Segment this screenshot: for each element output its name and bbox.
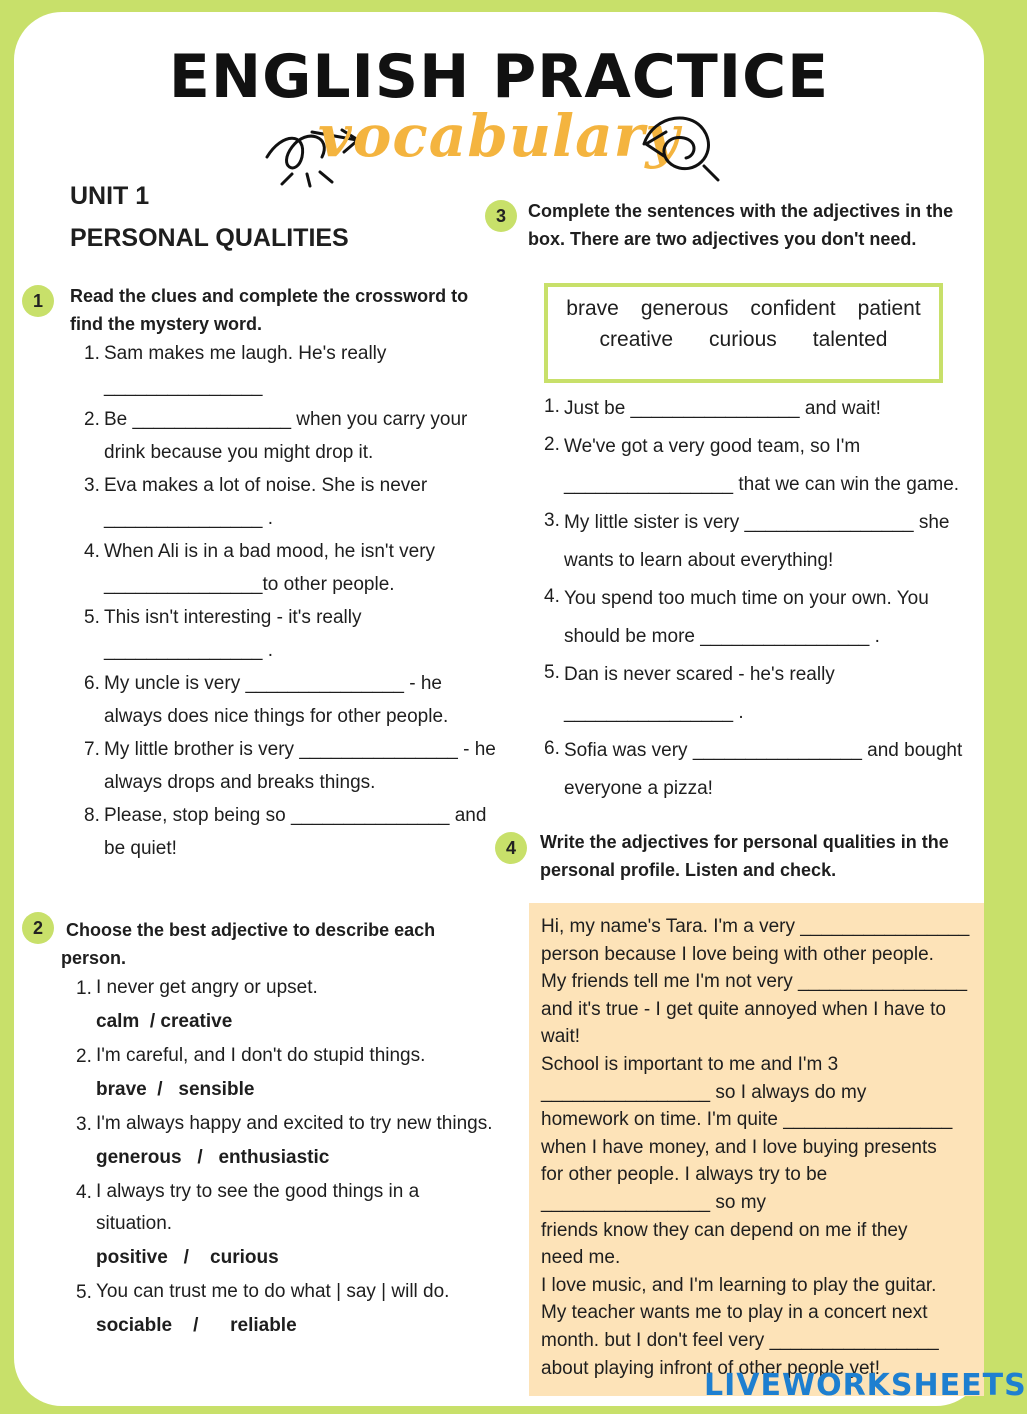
unit-name: PERSONAL QUALITIES bbox=[70, 224, 349, 252]
question-text: This isn't interesting - it's really bbox=[104, 607, 362, 628]
profile-line: I love music, and I'm learning to play the guitar. bbox=[541, 1274, 937, 1296]
word-confident: confident bbox=[750, 297, 836, 320]
question-item bbox=[84, 601, 504, 667]
worksheet-page bbox=[14, 12, 1027, 1406]
profile-line: person because I love being with other people. bbox=[541, 943, 934, 965]
question-item bbox=[544, 504, 984, 580]
exercise-2-badge: 2 bbox=[22, 912, 54, 944]
vocabulary-subtitle: vocabulary bbox=[318, 102, 680, 170]
exercise-3-list bbox=[544, 390, 984, 808]
question-number: 1. bbox=[76, 978, 92, 999]
profile-line: My teacher wants me to play in a concert next bbox=[541, 1302, 928, 1324]
word-talented: talented bbox=[812, 328, 888, 351]
word-box-row-2 bbox=[548, 324, 939, 355]
question-item bbox=[544, 390, 984, 428]
question-text: Please, stop being so _______________ and bbox=[104, 805, 487, 826]
question-item bbox=[84, 799, 504, 865]
question-text: My little sister is very ________________ she bbox=[564, 512, 950, 533]
right-swirl-icon bbox=[634, 104, 724, 184]
question-text: _______________ . bbox=[104, 640, 274, 661]
question-number: 4. bbox=[544, 586, 560, 607]
profile-line: homework on time. I'm quite ________________ bbox=[541, 1109, 953, 1131]
question-text: When Ali is in a bad mood, he isn't very bbox=[104, 541, 436, 562]
exercise-1-list bbox=[84, 337, 504, 865]
question-text: You spend too much time on your own. You bbox=[564, 588, 929, 609]
question-number: 2. bbox=[76, 1046, 92, 1067]
question-text: wants to learn about everything! bbox=[564, 550, 834, 571]
question-text: My uncle is very _______________ - he bbox=[104, 673, 443, 694]
question-item bbox=[84, 337, 504, 403]
profile-line: wait! bbox=[541, 1026, 581, 1048]
profile-line: friends know they can depend on me if they bbox=[541, 1219, 908, 1241]
word-box-row-1 bbox=[548, 293, 939, 324]
question-number: 8. bbox=[84, 805, 100, 826]
liveworksheets-logo: LIVEWORKSHEETS bbox=[704, 1368, 1027, 1403]
question-text: I'm always happy and excited to try new things. bbox=[96, 1113, 493, 1134]
exercise-2-list bbox=[76, 972, 536, 1344]
personal-profile-box bbox=[529, 903, 984, 1396]
answer-options[interactable]: generous / enthusiastic bbox=[96, 1147, 330, 1168]
question-item bbox=[544, 580, 984, 656]
question-number: 1. bbox=[84, 343, 100, 364]
question-text: _______________ bbox=[104, 376, 263, 397]
profile-line: and it's true - I get quite annoyed when I have to bbox=[541, 998, 947, 1020]
question-text: I never get angry or upset. bbox=[96, 977, 318, 998]
question-item bbox=[76, 1176, 536, 1276]
unit-number: UNIT 1 bbox=[70, 182, 150, 210]
question-text: ________________ that we can win the game. bbox=[564, 474, 960, 495]
question-item bbox=[544, 428, 984, 504]
question-item bbox=[76, 1276, 536, 1344]
exercise-3-badge: 3 bbox=[485, 200, 517, 232]
word-generous: generous bbox=[640, 297, 729, 320]
question-number: 3. bbox=[84, 475, 100, 496]
question-item bbox=[76, 972, 536, 1040]
question-text: _______________to other people. bbox=[104, 574, 395, 595]
profile-line: about playing infront of other people yet! bbox=[541, 1357, 881, 1379]
profile-line: for other people. I always try to be bbox=[541, 1164, 828, 1186]
question-number: 3. bbox=[76, 1114, 92, 1135]
question-number: 5. bbox=[84, 607, 100, 628]
question-text: Just be ________________ and wait! bbox=[564, 398, 881, 419]
question-item bbox=[84, 469, 504, 535]
question-text: Sam makes me laugh. He's really bbox=[104, 343, 387, 364]
question-text: I always try to see the good things in a bbox=[96, 1181, 420, 1202]
question-item bbox=[84, 667, 504, 733]
question-number: 6. bbox=[544, 738, 560, 759]
question-text: I'm careful, and I don't do stupid things. bbox=[96, 1045, 426, 1066]
answer-options[interactable]: brave / sensible bbox=[96, 1079, 255, 1100]
question-number: 4. bbox=[76, 1182, 92, 1203]
word-curious: curious bbox=[709, 328, 777, 351]
answer-options[interactable]: positive / curious bbox=[96, 1247, 279, 1268]
question-text: always drops and breaks things. bbox=[104, 772, 376, 793]
profile-line: month. but I don't feel very ________________ bbox=[541, 1329, 939, 1351]
question-item bbox=[544, 656, 984, 732]
question-number: 5. bbox=[544, 662, 560, 683]
question-text: Eva makes a lot of noise. She is never bbox=[104, 475, 428, 496]
profile-line: ________________ so I always do my bbox=[541, 1081, 867, 1103]
profile-line: need me. bbox=[541, 1247, 621, 1269]
exercise-1-instruction: Read the clues and complete the crossword to find the mystery word. bbox=[70, 286, 469, 334]
exercise-2-instruction-end: person. bbox=[61, 948, 127, 968]
question-text: drink because you might drop it. bbox=[104, 442, 374, 463]
question-number: 1. bbox=[544, 396, 560, 417]
exercise-1-badge: 1 bbox=[22, 285, 54, 317]
question-number: 4. bbox=[84, 541, 100, 562]
profile-line: My friends tell me I'm not very ________________ bbox=[541, 971, 968, 993]
word-box bbox=[544, 283, 943, 383]
question-item bbox=[84, 733, 504, 799]
question-item bbox=[84, 403, 504, 469]
question-item bbox=[76, 1108, 536, 1176]
word-patient: patient bbox=[857, 297, 921, 320]
word-brave: brave bbox=[566, 297, 619, 320]
question-text: _______________ . bbox=[104, 508, 274, 529]
question-number: 2. bbox=[544, 434, 560, 455]
question-text: ________________ . bbox=[564, 702, 744, 723]
question-text: Dan is never scared - he's really bbox=[564, 664, 835, 685]
question-item bbox=[76, 1040, 536, 1108]
page-title: ENGLISH PRACTICE bbox=[168, 42, 830, 112]
profile-line: when I have money, and I love buying presents bbox=[541, 1136, 937, 1158]
profile-line: School is important to me and I'm 3 bbox=[541, 1053, 839, 1075]
question-item bbox=[544, 732, 984, 808]
answer-options[interactable]: sociable / reliable bbox=[96, 1315, 297, 1336]
question-text: situation. bbox=[96, 1213, 173, 1234]
question-text: always does nice things for other people. bbox=[104, 706, 449, 727]
exercise-4-instruction: Write the adjectives for personal qualities in the personal profile. Listen and check. bbox=[540, 832, 949, 880]
exercise-2-instruction: Choose the best adjective to describe each bbox=[66, 920, 436, 940]
question-text: My little brother is very _______________ - he bbox=[104, 739, 496, 760]
word-creative: creative bbox=[599, 328, 674, 351]
question-number: 3. bbox=[544, 510, 560, 531]
profile-line: Hi, my name's Tara. I'm a very ________________ bbox=[541, 916, 970, 937]
question-text: everyone a pizza! bbox=[564, 778, 713, 799]
profile-line: ________________ so my bbox=[541, 1191, 767, 1213]
question-text: should be more ________________ . bbox=[564, 626, 880, 647]
question-text: be quiet! bbox=[104, 838, 177, 859]
question-number: 7. bbox=[84, 739, 100, 760]
question-text: Be _______________ when you carry your bbox=[104, 409, 468, 430]
answer-options[interactable]: calm / creative bbox=[96, 1011, 233, 1032]
question-number: 2. bbox=[84, 409, 100, 430]
question-item bbox=[84, 535, 504, 601]
question-text: Sofia was very ________________ and bought bbox=[564, 740, 963, 761]
question-text: You can trust me to do what | say | will do. bbox=[96, 1281, 450, 1302]
question-number: 5. bbox=[76, 1282, 92, 1303]
question-number: 6. bbox=[84, 673, 100, 694]
question-text: We've got a very good team, so I'm bbox=[564, 436, 861, 457]
exercise-4-badge: 4 bbox=[495, 832, 527, 864]
exercise-3-instruction: Complete the sentences with the adjectives in the box. There are two adjectives you don't need. bbox=[528, 201, 954, 249]
